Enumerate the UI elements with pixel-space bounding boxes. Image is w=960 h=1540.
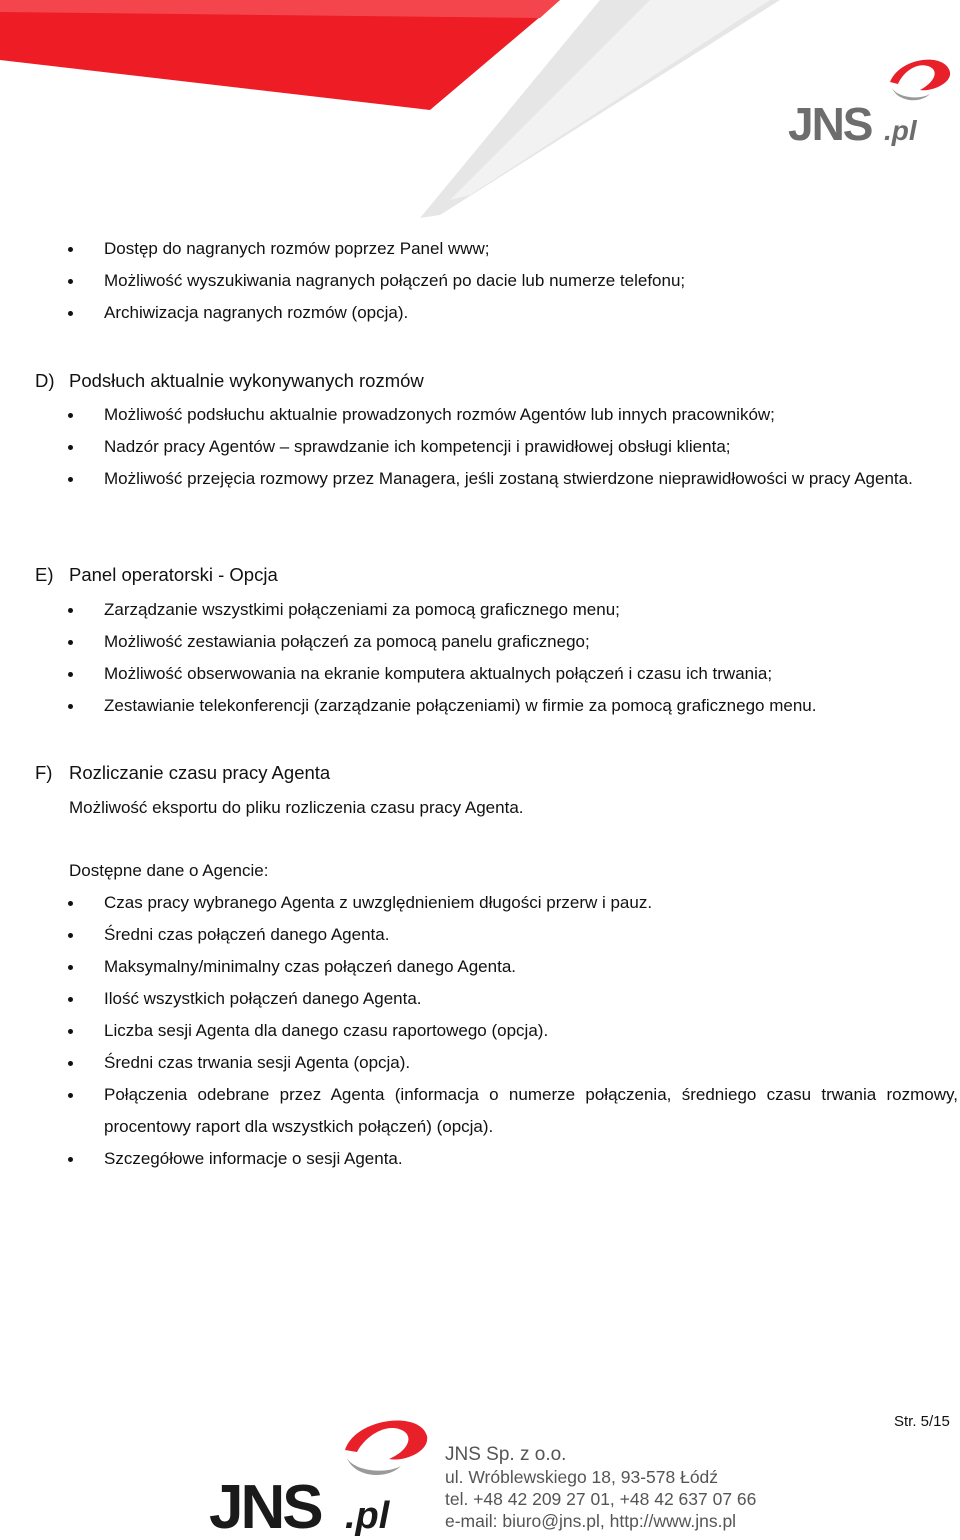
footer-jns-logo — [205, 1410, 435, 1540]
bullet-icon — [68, 965, 73, 970]
list-item: Połączenia odebrane przez Agenta (informacja o numerze połączenia, średniego czasu trwania rozmowy, procentowy raport dla wszystkich połączeń) (opcja). — [0, 1079, 960, 1143]
company-address: ul. Wróblewskiego 18, 93-578 Łódź — [445, 1467, 719, 1487]
bullet-icon — [68, 477, 73, 482]
agent-data-list — [0, 887, 960, 1175]
list-item: Zestawianie telekonferencji (zarządzanie połączeniami) w firmie za pomocą graficznego menu. — [0, 690, 816, 722]
bullet-icon — [68, 445, 73, 450]
list-item: Możliwość podsłuchu aktualnie prowadzonych rozmów Agentów lub innych pracowników; — [0, 399, 960, 431]
list-item: Średni czas połączeń danego Agenta. — [0, 919, 960, 951]
bullet-icon — [68, 247, 73, 252]
list-item: Ilość wszystkich połączeń danego Agenta. — [0, 983, 960, 1015]
list-item: Nadzór pracy Agentów – sprawdzanie ich kompetencji i prawidłowej obsługi klienta; — [0, 431, 960, 463]
bullet-icon — [68, 1061, 73, 1066]
list-item: Możliwość obserwowania na ekranie komputera aktualnych połączeń i czasu ich trwania; — [0, 658, 816, 690]
bullet-icon — [68, 279, 73, 284]
svg-text:.pl: .pl — [345, 1495, 390, 1537]
jns-logo — [780, 52, 960, 152]
list-item: Archiwizacja nagranych rozmów (opcja). — [0, 297, 685, 329]
bullet-icon — [68, 901, 73, 906]
company-contact: e-mail: biuro@jns.pl, http://www.jns.pl — [445, 1511, 737, 1531]
bullet-icon — [68, 608, 73, 613]
bullet-icon — [68, 933, 73, 938]
recording-features-list — [0, 233, 685, 329]
section-d-list — [0, 399, 960, 495]
company-phone: tel. +48 42 209 27 01, +48 42 637 07 66 — [445, 1489, 757, 1509]
svg-text:.pl: .pl — [884, 115, 917, 146]
bullet-icon — [68, 704, 73, 709]
bullet-icon — [68, 640, 73, 645]
list-item: Możliwość wyszukiwania nagranych połączeń po dacie lub numerze telefonu; — [0, 265, 685, 297]
list-item: Liczba sesji Agenta dla danego czasu raportowego (opcja). — [0, 1015, 960, 1047]
list-item: Szczegółowe informacje o sesji Agenta. — [0, 1143, 960, 1175]
svg-text:JNS: JNS — [209, 1473, 321, 1540]
agent-data-subheading: Dostępne dane o Agencie: — [69, 861, 269, 880]
list-item: Zarządzanie wszystkimi połączeniami za pomocą graficznego menu; — [0, 594, 816, 626]
footer-contact-block — [445, 1444, 756, 1532]
bullet-icon — [68, 311, 73, 316]
list-item: Maksymalny/minimalny czas połączeń danego Agenta. — [0, 951, 960, 983]
bullet-icon — [68, 997, 73, 1002]
list-item: Możliwość przejęcia rozmowy przez Managera, jeśli zostaną stwierdzone nieprawidłowości w pracy Agenta. — [0, 463, 960, 495]
page-number: Str. 5/15 — [894, 1413, 950, 1430]
section-f-heading: F) Rozliczanie czasu pracy Agenta — [35, 762, 331, 783]
section-e-list — [0, 594, 816, 722]
list-item: Dostęp do nagranych rozmów poprzez Panel www; — [0, 233, 685, 265]
section-f-paragraph: Możliwość eksportu do pliku rozliczenia czasu pracy Agenta. — [69, 798, 524, 817]
list-item: Czas pracy wybranego Agenta z uwzględnieniem długości przerw i pauz. — [0, 887, 960, 919]
section-d-heading: D) Podsłuch aktualnie wykonywanych rozmów — [35, 370, 424, 391]
bullet-icon — [68, 1093, 73, 1098]
list-item: Średni czas trwania sesji Agenta (opcja). — [0, 1047, 960, 1079]
bullet-icon — [68, 1029, 73, 1034]
section-e-heading: E) Panel operatorski - Opcja — [35, 564, 278, 585]
bullet-icon — [68, 413, 73, 418]
company-name: JNS Sp. z o.o. — [445, 1444, 567, 1465]
bullet-icon — [68, 1157, 73, 1162]
list-item: Możliwość zestawiania połączeń za pomocą panelu graficznego; — [0, 626, 816, 658]
svg-text:JNS: JNS — [788, 98, 872, 150]
bullet-icon — [68, 672, 73, 677]
